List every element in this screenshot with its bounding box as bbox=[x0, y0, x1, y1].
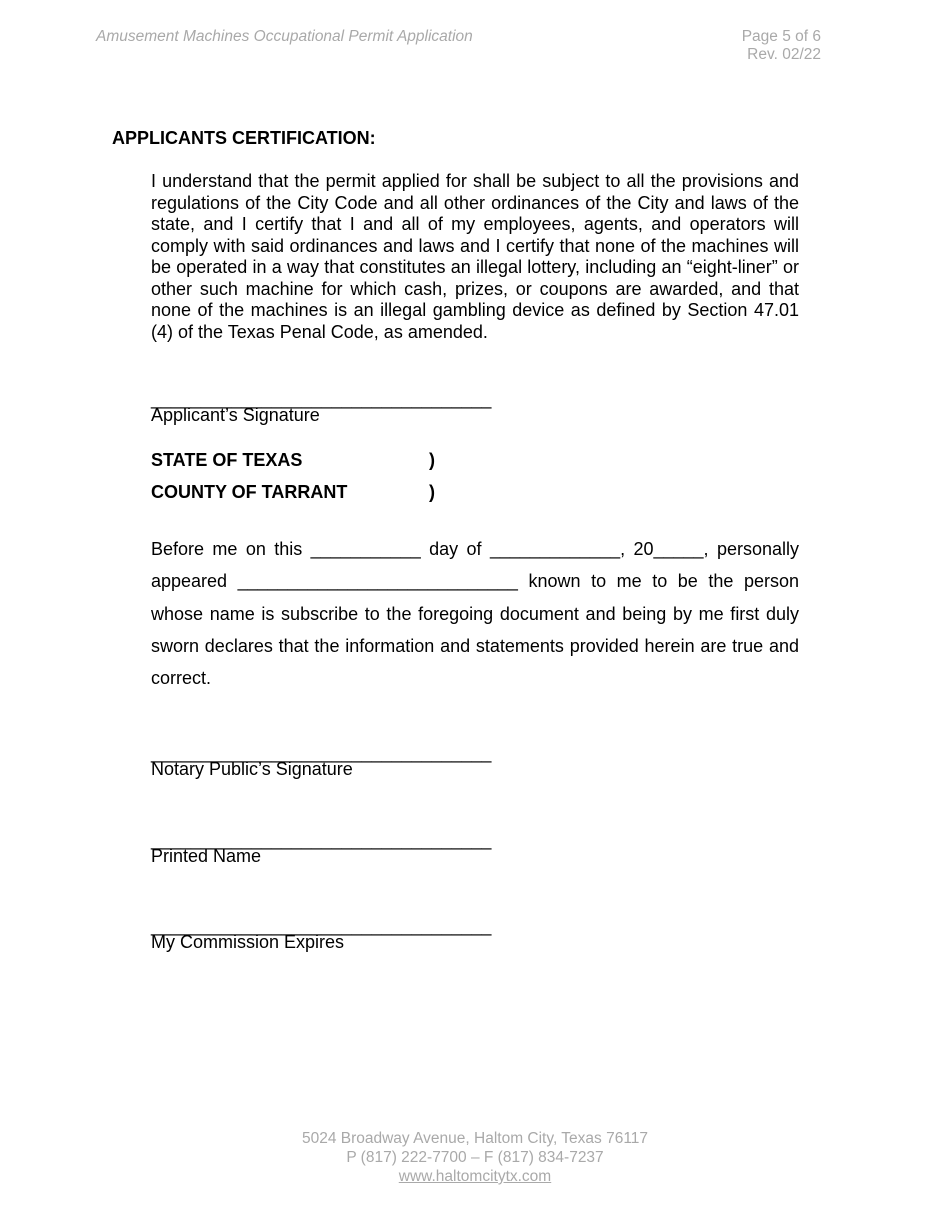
venue-county bbox=[151, 482, 435, 503]
commission-expires-label: My Commission Expires bbox=[151, 932, 345, 952]
page-number: Page 5 of 6 bbox=[741, 28, 821, 45]
document-header-title: Amusement Machines Occupational Permit Application bbox=[96, 28, 473, 45]
revision-date: Rev. 02/22 bbox=[747, 46, 821, 63]
footer-phone-fax: P (817) 222-7700 – F (817) 834-7237 bbox=[346, 1149, 604, 1166]
document-footer bbox=[0, 1129, 950, 1186]
printed-name-line[interactable]: __________________________________ bbox=[151, 830, 492, 850]
document-header-page-info bbox=[742, 28, 821, 64]
footer-website-link[interactable]: www.haltomcitytx.com bbox=[398, 1168, 552, 1185]
venue-state bbox=[151, 450, 435, 471]
applicant-signature-label: Applicant’s Signature bbox=[151, 405, 320, 425]
notary-signature-line[interactable]: __________________________________ bbox=[151, 743, 492, 763]
certification-text: I understand that the permit applied for shall be subject to all the provisions and regulations of the City Code and all other ordinances of the City and laws of the state, and I certify that I and all of my employees, agents, and operators will comply with said ordinances and laws and I certify that none of the machines will be operated in a way that constitutes an illegal lottery, including an “eight-liner” or other such machine for which cash, prizes, or coupons are awarded, and that none of the machines is an illegal gambling device as defined by Section 47.01 (4) of the Texas Penal Code, as amended. bbox=[151, 171, 799, 342]
notary-acknowledgment-text: Before me on this ___________ day of _____________, 20_____, personally appeared ____________________________ known to me to be the person whose name is subscribe to the foregoing document and being by me first duly sworn declares that the information and statements provided herein are true and correct. bbox=[151, 539, 799, 689]
notary-signature-block bbox=[151, 744, 491, 780]
printed-name-label: Printed Name bbox=[151, 846, 262, 866]
footer-address: 5024 Broadway Avenue, Haltom City, Texas 76117 bbox=[301, 1130, 649, 1147]
commission-expires-line[interactable]: __________________________________ bbox=[151, 916, 492, 936]
notary-signature-label: Notary Public’s Signature bbox=[151, 759, 353, 779]
commission-expires-block bbox=[151, 917, 491, 953]
venue-county-paren: ) bbox=[429, 482, 435, 502]
venue-state-label: STATE OF TEXAS bbox=[151, 450, 303, 470]
applicant-signature-block bbox=[151, 390, 491, 426]
venue-county-label: COUNTY OF TARRANT bbox=[151, 482, 348, 502]
venue-state-paren: ) bbox=[429, 450, 435, 470]
printed-name-block bbox=[151, 831, 491, 867]
certification-heading: APPLICANTS CERTIFICATION: bbox=[112, 128, 376, 148]
applicant-signature-line[interactable]: __________________________________ bbox=[151, 389, 492, 409]
